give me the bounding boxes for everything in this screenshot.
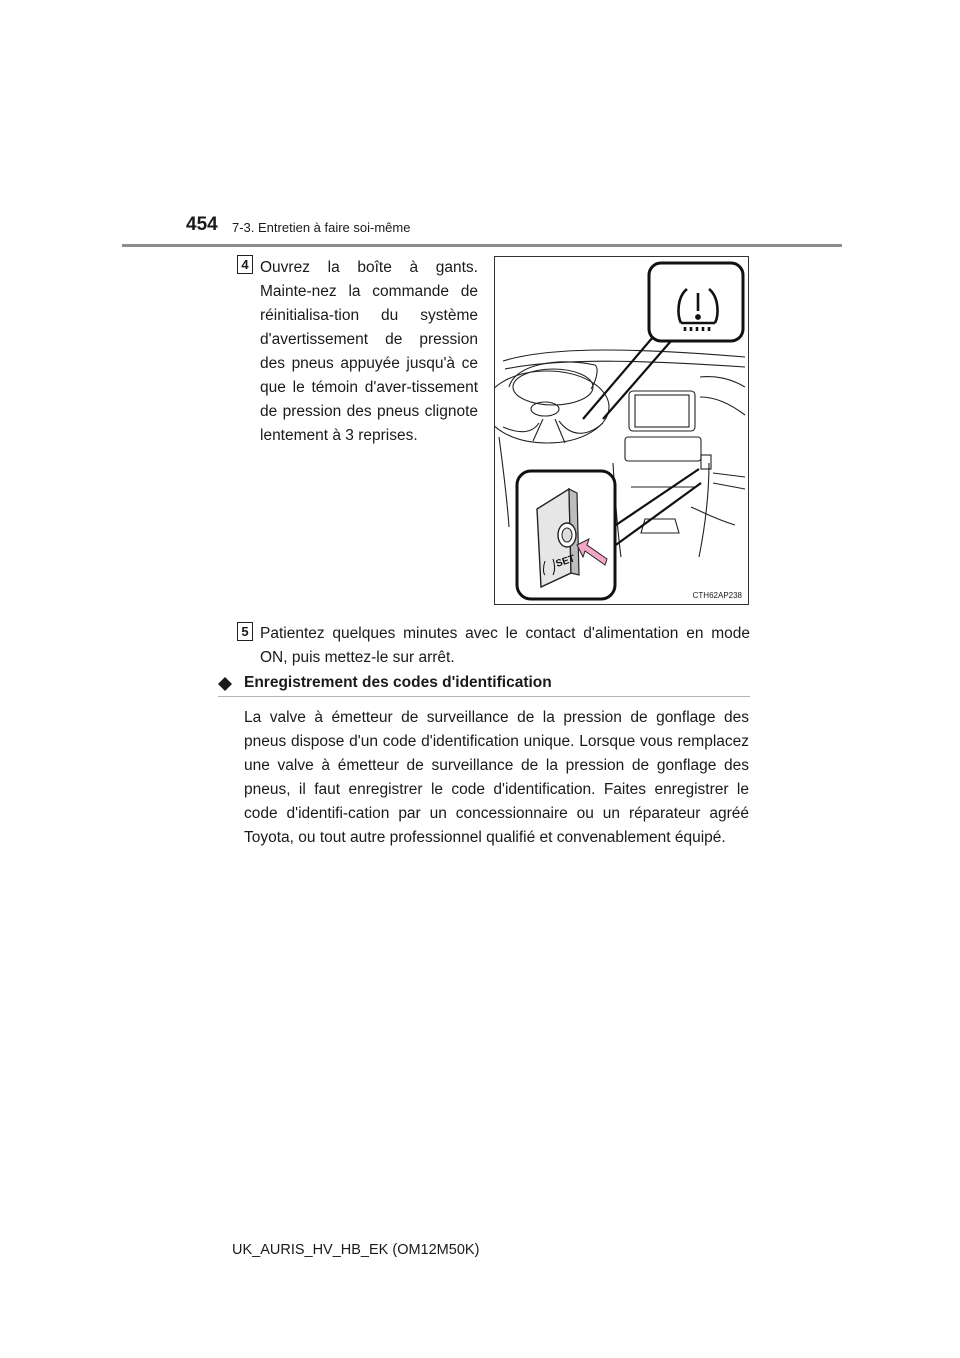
subsection-rule [218,696,750,697]
footer-manual-id: UK_AURIS_HV_HB_EK (OM12M50K) [232,1242,480,1258]
step-number-4: 4 [237,255,253,274]
step-number-5: 5 [237,622,253,641]
step-text-5: Patientez quelques minutes avec le contact d'alimentation en mode ON, puis mettez-le sur arrêt. [260,625,750,666]
section-title: 7-3. Entretien à faire soi-même [232,220,411,235]
svg-text:SET: SET [554,553,577,570]
dashboard-drawing [495,257,749,605]
figure-code: CTH62AP238 [692,591,742,600]
step-text-4: Ouvrez la boîte à gants. Mainte-nez la commande de réinitialisa-tion du système d'avertissement de pression des pneus appuyée jusqu'à ce que le témoin d'aver-tissement de pression des pneus clignote lentement à 3 reprises. [260,259,478,444]
subsection-body: La valve à émetteur de surveillance de la pression de gonflage des pneus dispose d'un code d'identification unique. Lorsque vous remplacez une valve à émetteur de surveillance de la pression de gonflage des pneus, il faut enregistrer le code d'identification. Faites enregistrer le code d'identifi-cation par un concessionnaire ou un réparateur agréé Toyota, ou tout autre professionnel qualifié et convenablement équipé. [244,709,749,846]
header-rule [122,244,842,247]
subsection-title: Enregistrement des codes d'identification [244,674,552,691]
diamond-icon [218,677,232,691]
page-number: 454 [186,214,218,235]
dashboard-illustration [494,256,749,605]
